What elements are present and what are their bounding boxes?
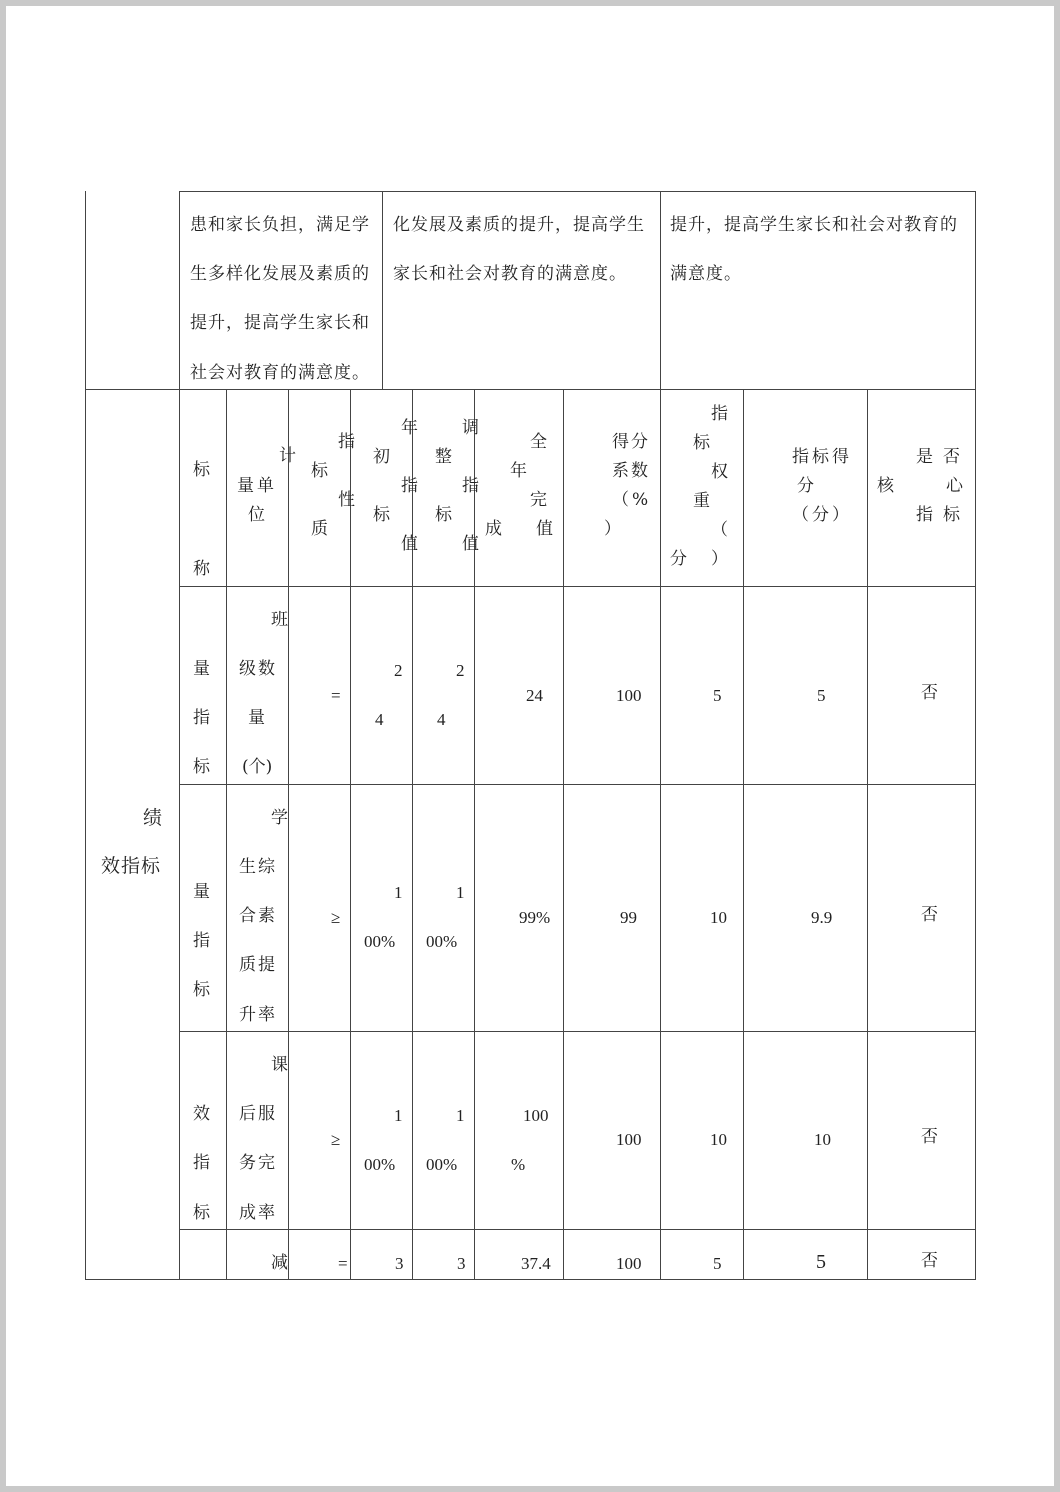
header-initial: 值 [401, 534, 418, 554]
row-unit: 合素 [239, 906, 277, 926]
row-initial: 2 [394, 661, 403, 680]
row-name: 标 [193, 1203, 210, 1223]
goal-text-line: 满意度。 [670, 264, 742, 284]
header-initial: 指 [401, 476, 418, 496]
col-border [85, 191, 86, 1280]
col-border [563, 389, 564, 1280]
row-adjusted: 00% [426, 932, 458, 951]
col-border [382, 191, 383, 389]
header-weight: 分 [670, 549, 687, 569]
header-unit: 计 [279, 446, 296, 466]
header-initial: 年 [401, 418, 418, 438]
header-weight: 标 [693, 433, 710, 453]
row-core: 否 [921, 905, 938, 925]
col-border [350, 389, 351, 1280]
header-coef: （% [612, 490, 652, 510]
row-coef: 99 [620, 908, 637, 927]
goal-text-line: 患和家长负担，满足学 [190, 215, 370, 235]
row-unit: 量 [248, 708, 265, 728]
header-initial: 标 [373, 505, 390, 525]
goal-text-line: 家长和社会对教育的满意度。 [393, 264, 627, 284]
row-unit: 务完 [239, 1153, 277, 1173]
header-score: 指标得 [792, 447, 852, 467]
row-weight: 10 [710, 1130, 727, 1149]
col-border [412, 389, 413, 1280]
row-name: 指 [193, 931, 210, 951]
row-coef: 100 [616, 686, 642, 705]
col-border [975, 191, 976, 1280]
row-op: ≥ [331, 908, 341, 927]
header-core: 心 [946, 476, 963, 496]
header-nature: 质 [311, 519, 328, 539]
row-unit: 级数 [239, 659, 277, 679]
row-core: 否 [921, 1127, 938, 1147]
row-completion: 100 [523, 1106, 549, 1125]
row-weight: 10 [710, 908, 727, 927]
header-score: 分 [797, 476, 814, 496]
row-adjusted: 3 [457, 1254, 466, 1273]
col-border [288, 389, 289, 1280]
row-unit: 班 [271, 610, 288, 630]
header-weight: （ [711, 520, 728, 540]
row-initial: 3 [395, 1254, 404, 1273]
row-unit: 学 [271, 808, 288, 828]
row-border [179, 1229, 976, 1230]
header-core: 指标 [916, 505, 970, 525]
header-completion: 年 [510, 461, 527, 481]
col-border [660, 191, 661, 1280]
header-name: 标 [193, 460, 210, 480]
row-completion: % [511, 1155, 526, 1174]
header-coef: 系数 [612, 461, 650, 481]
row-border [85, 389, 976, 390]
header-name: 称 [193, 559, 210, 579]
header-core: 是否 [916, 447, 970, 467]
header-completion: 完 [530, 490, 547, 510]
row-unit: 升率 [239, 1005, 277, 1025]
row-name: 标 [193, 757, 210, 777]
row-name: 量 [193, 659, 210, 679]
header-completion: 成 [485, 519, 502, 539]
row-unit: 课 [271, 1055, 288, 1075]
row-core: 否 [921, 1251, 938, 1271]
header-nature: 性 [338, 490, 355, 510]
header-weight: ） [711, 549, 728, 569]
row-unit: 减 [271, 1253, 288, 1273]
header-completion: 值 [536, 519, 553, 539]
col-border [179, 191, 180, 1280]
row-completion: 99% [519, 908, 551, 927]
row-score: 9.9 [811, 908, 833, 927]
header-unit: 量单 [237, 476, 277, 496]
col-border [743, 389, 744, 1280]
row-adjusted: 2 [456, 661, 465, 680]
row-weight: 5 [713, 1254, 722, 1273]
header-nature: 标 [311, 461, 328, 481]
row-op: ≥ [331, 1130, 341, 1149]
header-adjusted: 整 [435, 447, 452, 467]
row-unit: 质提 [239, 955, 277, 975]
row-unit: (个) [242, 757, 273, 777]
row-unit: 成率 [239, 1203, 277, 1223]
row-coef: 100 [616, 1130, 642, 1149]
row-unit: 后服 [239, 1104, 277, 1124]
section-label: 绩 [143, 807, 163, 829]
header-coef: ） [604, 519, 621, 539]
goal-text-line: 提升，提高学生家长和 [190, 313, 370, 333]
row-completion: 24 [526, 686, 543, 705]
header-unit: 位 [248, 505, 265, 525]
row-initial: 1 [394, 1106, 403, 1125]
row-initial: 00% [364, 932, 396, 951]
row-initial: 1 [394, 883, 403, 902]
col-border [226, 389, 227, 1280]
col-border [867, 389, 868, 1280]
section-label: 效指标 [101, 855, 162, 877]
goal-text-line: 提升，提高学生家长和社会对教育的 [670, 215, 958, 235]
row-border [179, 784, 976, 785]
row-completion: 37.4 [521, 1254, 551, 1273]
header-nature: 指 [338, 432, 355, 452]
header-weight: 权 [711, 462, 728, 482]
row-weight: 5 [713, 686, 722, 705]
row-op: = [331, 686, 341, 705]
row-adjusted: 00% [426, 1155, 458, 1174]
row-unit: 生综 [239, 857, 277, 877]
row-score: 10 [814, 1130, 831, 1149]
row-adjusted: 4 [437, 710, 446, 729]
row-adjusted: 1 [456, 883, 465, 902]
header-adjusted: 标 [435, 505, 452, 525]
row-coef: 100 [616, 1254, 642, 1273]
goal-text-line: 生多样化发展及素质的 [190, 264, 370, 284]
row-core: 否 [921, 683, 938, 703]
row-name: 指 [193, 1153, 210, 1173]
row-border [85, 1279, 976, 1280]
header-weight: 指 [711, 404, 728, 424]
row-adjusted: 1 [456, 1106, 465, 1125]
row-score: 5 [816, 1251, 826, 1273]
row-score: 5 [817, 686, 826, 705]
row-name: 效 [193, 1104, 210, 1124]
row-name: 指 [193, 708, 210, 728]
header-adjusted: 调 [462, 418, 479, 438]
header-weight: 重 [693, 491, 710, 511]
row-op: = [338, 1254, 348, 1273]
row-initial: 00% [364, 1155, 396, 1174]
row-border [179, 1031, 976, 1032]
row-name: 标 [193, 980, 210, 1000]
header-core: 核 [877, 476, 894, 496]
document-page [6, 6, 1054, 1486]
header-initial: 初 [373, 447, 390, 467]
col-border [474, 389, 475, 1280]
header-adjusted: 指 [462, 476, 479, 496]
goal-text-line: 社会对教育的满意度。 [190, 363, 370, 383]
header-score: （分） [792, 505, 852, 525]
row-border [179, 586, 976, 587]
header-coef: 得分 [612, 432, 650, 452]
goal-text-line: 化发展及素质的提升，提高学生 [393, 215, 645, 235]
header-completion: 全 [530, 432, 547, 452]
row-initial: 4 [375, 710, 384, 729]
header-adjusted: 值 [462, 534, 479, 554]
row-border [179, 191, 976, 192]
row-name: 量 [193, 882, 210, 902]
